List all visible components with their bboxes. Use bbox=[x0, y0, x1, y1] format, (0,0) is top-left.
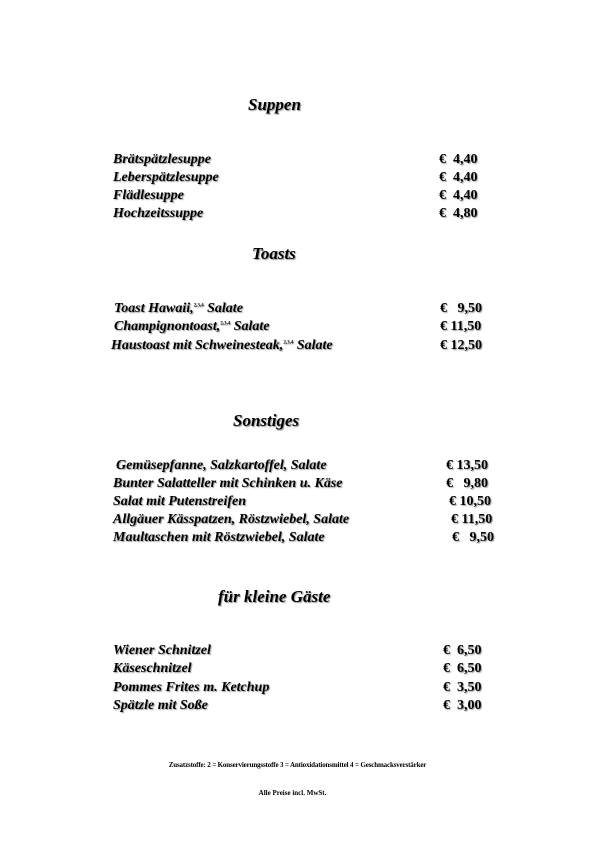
menu-item bbox=[113, 205, 493, 222]
menu-item-price: € 9,80 bbox=[446, 476, 488, 491]
additives-superscript: 2,3,4 bbox=[193, 303, 204, 309]
section-title-suppen: Suppen bbox=[248, 95, 301, 114]
menu-item bbox=[113, 697, 493, 714]
menu-item bbox=[114, 300, 494, 317]
menu-item-price: € 4,40 bbox=[439, 170, 478, 185]
menu-item-name: Flädlesuppe bbox=[113, 188, 184, 203]
menu-item-name: Leberspätzlesuppe bbox=[113, 170, 219, 185]
menu-item bbox=[113, 187, 493, 204]
menu-item bbox=[114, 318, 494, 335]
menu-item-price: € 13,50 bbox=[446, 458, 488, 473]
additives-superscript: 2,3,4 bbox=[220, 321, 231, 327]
menu-item-name-suffix: Salate bbox=[293, 338, 333, 353]
menu-item-name: Käseschnitzel bbox=[113, 661, 192, 676]
menu-item-name-text: Haustoast mit Schweinesteak, bbox=[111, 338, 284, 353]
menu-item-name-text: Toast Hawaii, bbox=[114, 301, 194, 316]
menu-item-name bbox=[114, 300, 243, 317]
menu-item bbox=[116, 457, 506, 474]
menu-item-name-suffix: Salate bbox=[203, 301, 243, 316]
menu-item-name: Brätspätzlesuppe bbox=[113, 152, 212, 167]
menu-item bbox=[113, 660, 493, 677]
menu-item bbox=[113, 475, 506, 492]
menu-item-price: € 6,50 bbox=[443, 643, 482, 658]
menu-item-name: Salat mit Putenstreifen bbox=[113, 494, 247, 509]
additives-note: Zusatzstoffe: 2 = Konservierungsstoffe 3 = Antioxidationsmittel 4 = Geschmacksverstärker bbox=[168, 761, 427, 769]
menu-item bbox=[113, 642, 493, 659]
menu-item-price: € 12,50 bbox=[440, 338, 482, 353]
prices-note: Alle Preise incl. MwSt. bbox=[258, 789, 327, 797]
section-title-kids: für kleine Gäste bbox=[218, 587, 331, 606]
menu-item bbox=[113, 493, 506, 510]
menu-item-price: € 9,50 bbox=[440, 301, 482, 316]
menu-item bbox=[111, 337, 496, 354]
menu-item-name-suffix: Salate bbox=[230, 319, 270, 334]
menu-item-name: Hochzeitssuppe bbox=[113, 206, 204, 221]
menu-item-price: € 10,50 bbox=[449, 494, 491, 509]
menu-item-name: Allgäuer Kässpatzen, Röstzwiebel, Salate bbox=[113, 512, 350, 527]
menu-item-price: € 11,50 bbox=[440, 319, 482, 334]
menu-item-name: Pommes Frites m. Ketchup bbox=[113, 680, 270, 695]
menu-item bbox=[113, 151, 493, 168]
menu-item-price: € 4,40 bbox=[439, 152, 478, 167]
menu-item-name: Wiener Schnitzel bbox=[113, 643, 211, 658]
menu-item-name: Bunter Salatteller mit Schinken u. Käse bbox=[113, 476, 343, 491]
menu-item-price: € 6,50 bbox=[443, 661, 482, 676]
menu-item-name bbox=[111, 337, 333, 354]
menu-item-name bbox=[114, 318, 269, 335]
menu-item-price: € 3,00 bbox=[443, 698, 482, 713]
menu-item-name-text: Champignontoast, bbox=[114, 319, 221, 334]
menu-item bbox=[113, 679, 493, 696]
menu-item bbox=[113, 529, 506, 546]
section-title-sonstiges: Sonstiges bbox=[233, 411, 300, 430]
menu-item-price: € 4,80 bbox=[439, 206, 478, 221]
menu-item bbox=[113, 169, 493, 186]
menu-item-name: Maultaschen mit Röstzwiebel, Salate bbox=[113, 530, 325, 545]
section-title-toasts: Toasts bbox=[252, 244, 296, 263]
menu-item-price: € 11,50 bbox=[451, 512, 493, 527]
menu-item bbox=[113, 511, 506, 528]
menu-item-price: € 4,40 bbox=[439, 188, 478, 203]
menu-item-price: € 9,50 bbox=[452, 530, 494, 545]
menu-item-name: Spätzle mit Soße bbox=[113, 698, 208, 713]
menu-item-name: Gemüsepfanne, Salzkartoffel, Salate bbox=[116, 458, 327, 473]
menu-item-price: € 3,50 bbox=[443, 680, 482, 695]
additives-superscript: 2,3,4 bbox=[283, 340, 294, 346]
